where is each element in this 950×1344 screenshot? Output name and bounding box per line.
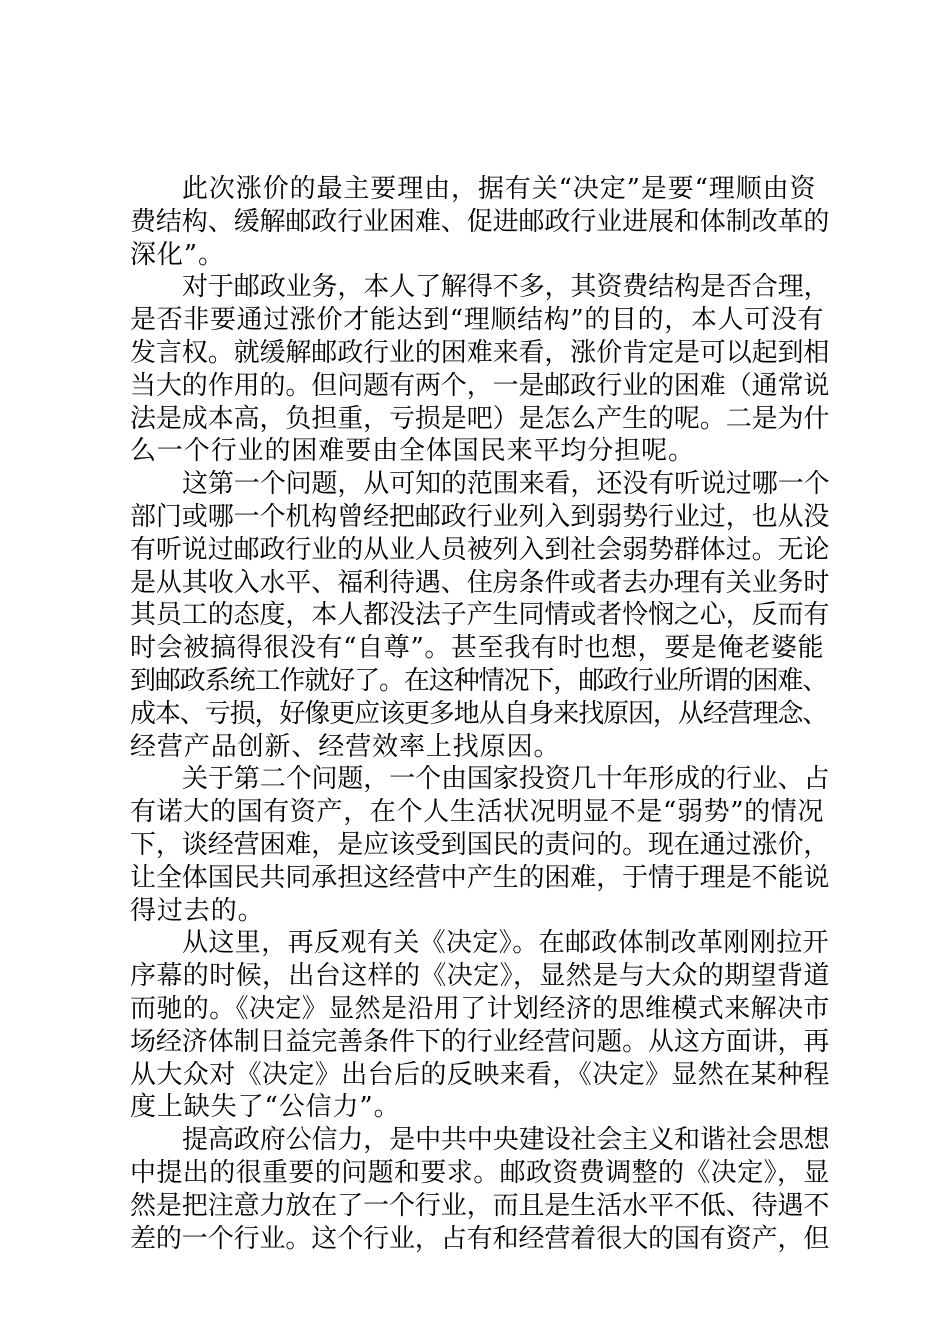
paragraph-first-line: 此次涨价的最主要理由，据有关“决定”是要“理顺由资 — [182, 174, 817, 204]
paragraph-first-line: 提高政府公信力，是中共中央建设社会主义和谐社会思想 — [182, 1125, 830, 1156]
text-line: 而驰的。《决定》显然是沿用了计划经济的思维模式来解决市 — [130, 993, 830, 1024]
text-line: 差的一个行业。这个行业，占有和经营着很大的国有资产，但 — [130, 1223, 830, 1254]
text-line: 场经济体制日益完善条件下的行业经营问题。从这方面讲，再 — [130, 1026, 830, 1057]
paragraph-first-line: 对于邮政业务，本人了解得不多，其资费结构是否合理， — [182, 272, 830, 303]
text-line: 是从其收入水平、福利待遇、住房条件或者去办理有关业务时 — [130, 567, 830, 598]
text-line: 然是把注意力放在了一个行业，而且是生活水平不低、待遇不 — [130, 1190, 830, 1221]
text-line: 序幕的时候，出台这样的《决定》，显然是与大众的期望背道 — [130, 961, 830, 992]
text-line: 经营产品创新、经营效率上找原因。 — [130, 731, 561, 762]
text-line: 发言权。就缓解邮政行业的困难来看，涨价肯定是可以起到相 — [130, 337, 830, 368]
paragraph-first-line: 关于第二个问题，一个由国家投资几十年形成的行业、占 — [182, 764, 830, 795]
text-line: 让全体国民共同承担这经营中产生的困难，于情于理是不能说 — [130, 862, 830, 893]
text-line: 到邮政系统工作就好了。在这种情况下，邮政行业所谓的困难、 — [130, 665, 828, 696]
text-line: 得过去的。 — [130, 895, 265, 926]
text-line: 深化”。 — [130, 239, 225, 270]
text-line: 有诺大的国有资产，在个人生活状况明显不是“弱势”的情况 — [130, 797, 825, 828]
text-line: 费结构、缓解邮政行业困难、促进邮政行业进展和体制改革的 — [130, 206, 830, 237]
text-line: 么一个行业的困难要由全体国民来平均分担呢。 — [130, 436, 695, 467]
paragraph-first-line: 这第一个问题，从可知的范围来看，还没有听说过哪一个 — [182, 469, 830, 500]
document-body — [130, 173, 830, 1255]
text-line: 是否非要通过涨价才能达到“理顺结构”的目的，本人可没有 — [130, 305, 825, 336]
paragraph-first-line: 从这里，再反观有关《决定》。在邮政体制改革刚刚拉开 — [182, 928, 830, 959]
text-line: 度上缺失了“公信力”。 — [130, 1092, 401, 1123]
text-line: 从大众对《决定》出台后的反映来看，《决定》显然在某种程 — [130, 1059, 830, 1090]
text-line: 法是成本高，负担重，亏损是吧）是怎么产生的呢。二是为什 — [130, 403, 830, 434]
text-line: 成本、亏损，好像更应该更多地从自身来找原因，从经营理念、 — [130, 698, 828, 729]
text-line: 中提出的很重要的问题和要求。邮政资费调整的《决定》，显 — [130, 1157, 830, 1188]
text-line: 时会被搞得很没有“自尊”。甚至我有时也想，要是俺老婆能 — [130, 633, 825, 664]
text-line: 部门或哪一个机构曾经把邮政行业列入到弱势行业过，也从没 — [130, 501, 830, 532]
text-line: 下，谈经营困难，是应该受到国民的责问的。现在通过涨价， — [130, 829, 830, 860]
text-line: 当大的作用的。但问题有两个，一是邮政行业的困难（通常说 — [130, 370, 830, 401]
text-line: 其员工的态度，本人都没法子产生同情或者怜悯之心，反而有 — [130, 600, 830, 631]
text-line: 有听说过邮政行业的从业人员被列入到社会弱势群体过。无论 — [130, 534, 830, 565]
